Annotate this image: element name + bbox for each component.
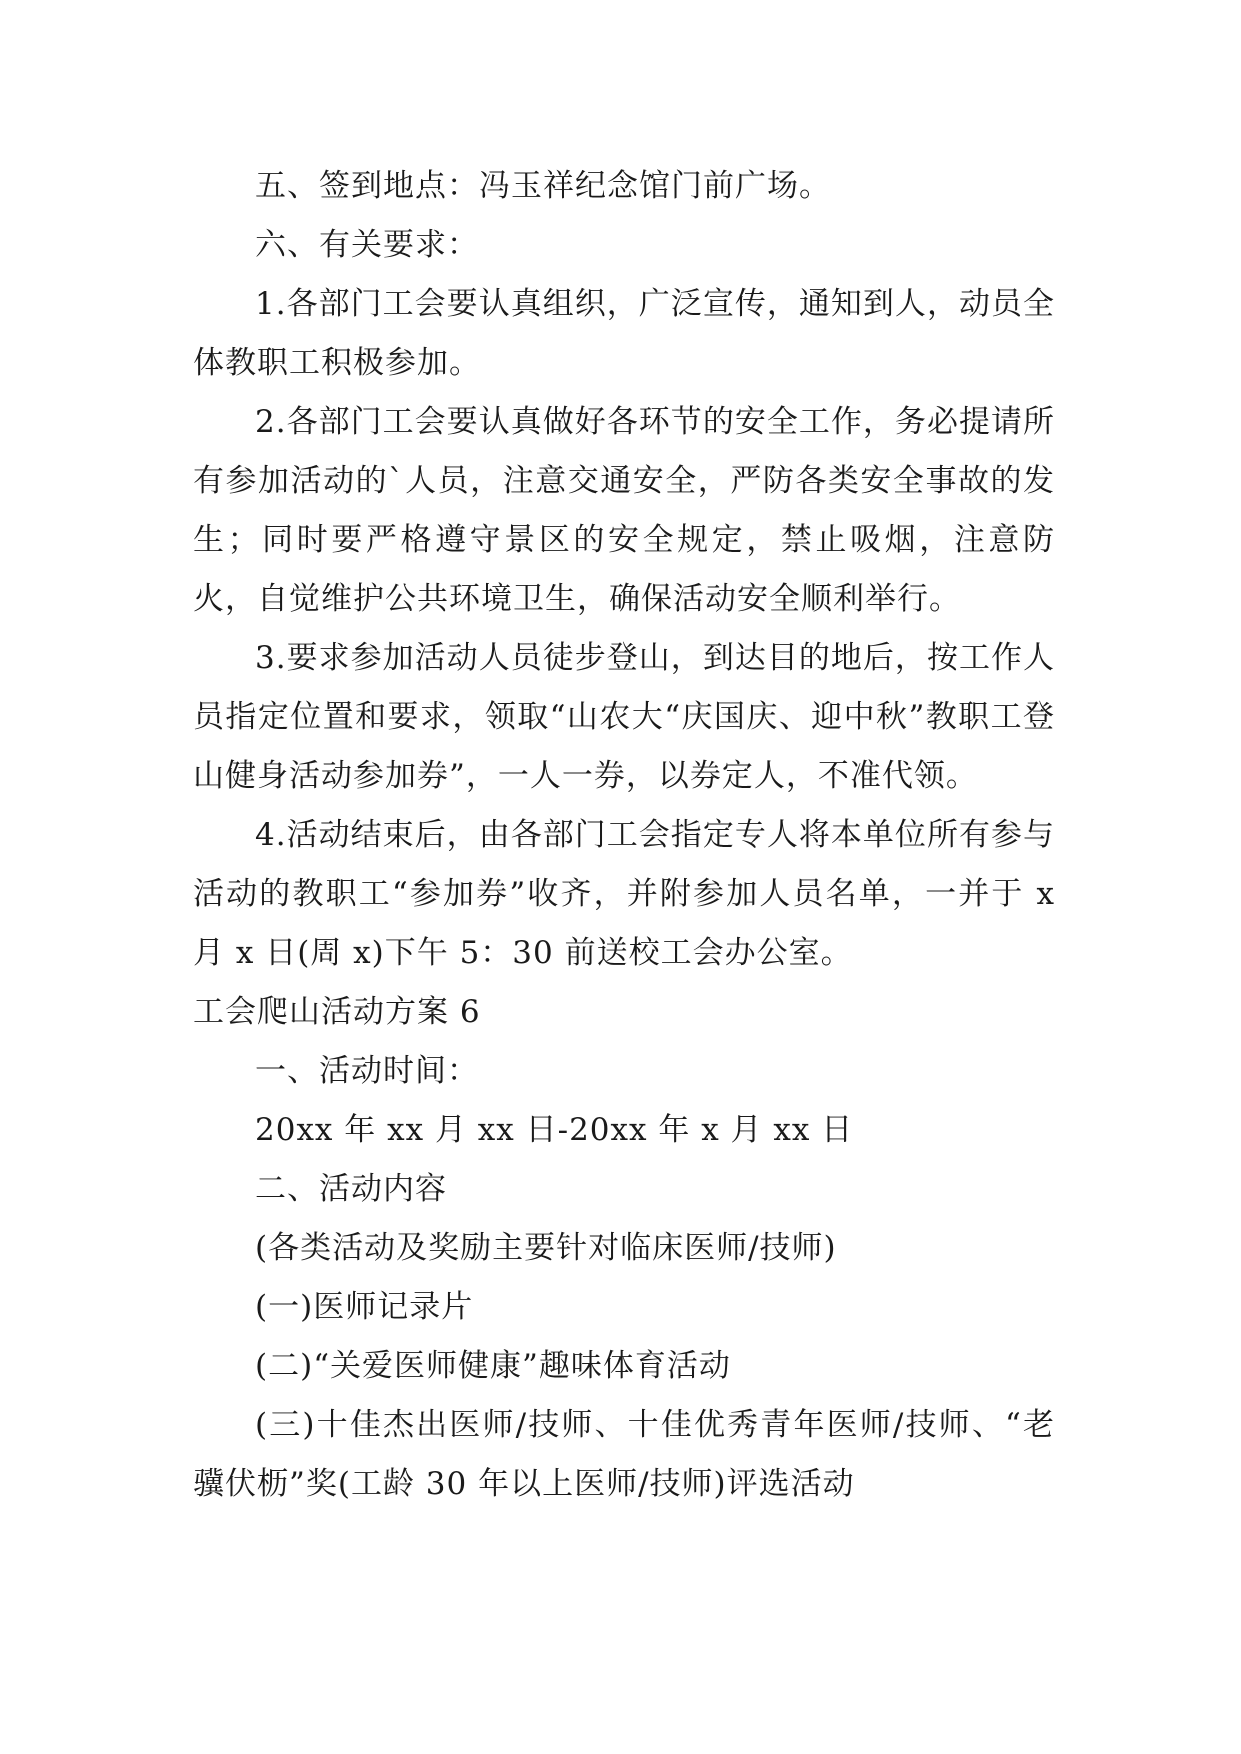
document-body — [193, 157, 1055, 1514]
paragraph-activity-content-heading: 二、活动内容 — [255, 1171, 447, 1207]
paragraph-signin-location: 五、签到地点：冯玉祥纪念馆门前广场。 — [255, 168, 831, 204]
section-title: 工会爬山活动方案 6 — [193, 994, 481, 1030]
paragraph-requirement-2: 2.各部门工会要认真做好各环节的安全工作，务必提请所有参加活动的`人员，注意交通安全，严防各类安全事故的发生；同时要严格遵守景区的安全规定，禁止吸烟，注意防火，自觉维护公共环境卫生，确保活动安全顺利举行。 — [193, 404, 1055, 617]
paragraph-activity-dates: 20xx 年 xx 月 xx 日-20xx 年 x 月 xx 日 — [255, 1112, 854, 1148]
paragraph-item-2: (二)“关爱医师健康”趣味体育活动 — [255, 1348, 731, 1384]
paragraph-requirement-1: 1.各部门工会要认真组织，广泛宣传，通知到人，动员全体教职工积极参加。 — [193, 286, 1055, 381]
paragraph-requirement-3: 3.要求参加活动人员徒步登山，到达目的地后，按工作人员指定位置和要求，领取“山农大“庆国庆、迎中秋”教职工登山健身活动参加券”，一人一券，以券定人，不准代领。 — [193, 640, 1055, 794]
paragraph-requirements-heading: 六、有关要求： — [255, 227, 479, 263]
paragraph-requirement-4: 4.活动结束后，由各部门工会指定专人将本单位所有参与活动的教职工“参加券”收齐，并附参加人员名单，一并于 x 月 x 日(周 x)下午 5：30 前送校工会办公室。 — [193, 817, 1055, 971]
paragraph-item-3: (三)十佳杰出医师/技师、十佳优秀青年医师/技师、“老骥伏枥”奖(工龄 30 年以上医师/技师)评选活动 — [193, 1407, 1055, 1502]
paragraph-item-1: (一)医师记录片 — [255, 1289, 474, 1325]
paragraph-activity-time-heading: 一、活动时间： — [255, 1053, 479, 1089]
paragraph-activity-scope-note: (各类活动及奖励主要针对临床医师/技师) — [255, 1230, 837, 1266]
